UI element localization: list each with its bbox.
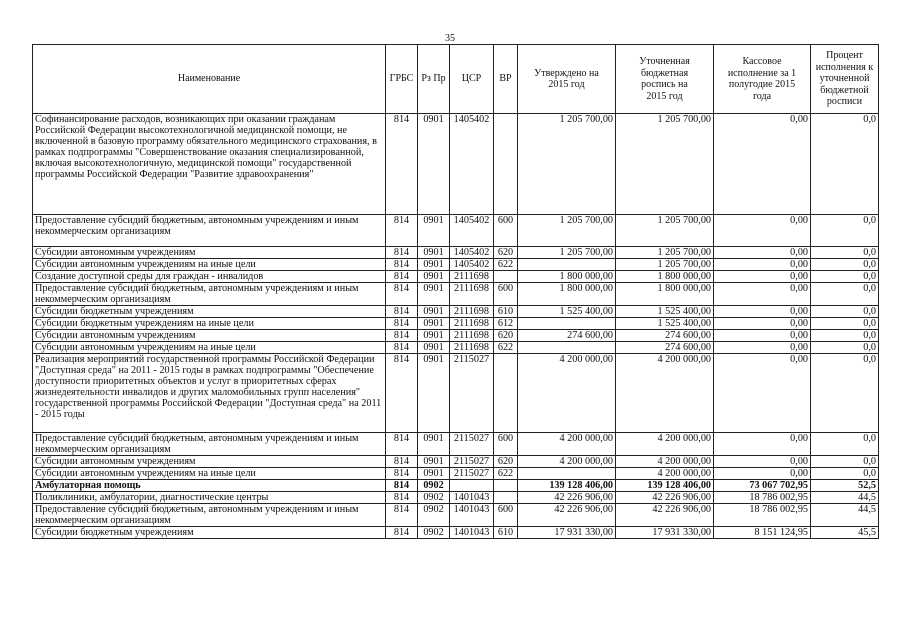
- row-name: Субсидии автономным учреждениям: [33, 330, 386, 342]
- row-approved: 4 200 000,00: [518, 456, 616, 468]
- row-cash: 8 151 124,95: [714, 527, 811, 539]
- row-rzpr: 0901: [418, 283, 450, 306]
- row-grbs: 814: [386, 492, 418, 504]
- row-vr: 622: [494, 259, 518, 271]
- row-refined: 1 525 400,00: [616, 318, 714, 330]
- row-rzpr: 0901: [418, 456, 450, 468]
- row-rzpr: 0901: [418, 306, 450, 318]
- table-row: [33, 271, 879, 283]
- row-cash: 0,00: [714, 433, 811, 456]
- row-approved: 42 226 906,00: [518, 504, 616, 527]
- row-rzpr: 0901: [418, 215, 450, 247]
- header-grbs: ГРБС: [386, 45, 418, 114]
- row-name: Субсидии бюджетным учреждениям: [33, 527, 386, 539]
- row-percent: 0,0: [811, 306, 879, 318]
- row-percent: 0,0: [811, 283, 879, 306]
- row-approved: 42 226 906,00: [518, 492, 616, 504]
- row-csr: 1401043: [450, 504, 494, 527]
- row-refined: 1 525 400,00: [616, 306, 714, 318]
- row-vr: [494, 480, 518, 492]
- table-row: [33, 527, 879, 539]
- row-vr: 620: [494, 456, 518, 468]
- table-row: [33, 342, 879, 354]
- row-grbs: 814: [386, 330, 418, 342]
- row-refined: 1 800 000,00: [616, 283, 714, 306]
- row-refined: 139 128 406,00: [616, 480, 714, 492]
- row-approved: 4 200 000,00: [518, 354, 616, 433]
- row-csr: 2115027: [450, 433, 494, 456]
- row-csr: 1405402: [450, 247, 494, 259]
- row-rzpr: 0901: [418, 468, 450, 480]
- row-refined: 4 200 000,00: [616, 468, 714, 480]
- row-vr: [494, 271, 518, 283]
- table-row: [33, 456, 879, 468]
- row-csr: 2115027: [450, 354, 494, 433]
- header-name: Наименование: [33, 45, 386, 114]
- row-name: Субсидии автономным учреждениям на иные цели: [33, 259, 386, 271]
- row-csr: 1405402: [450, 215, 494, 247]
- row-approved: [518, 468, 616, 480]
- table-row: [33, 492, 879, 504]
- table-row: [33, 318, 879, 330]
- row-approved: 1 800 000,00: [518, 283, 616, 306]
- row-cash: 0,00: [714, 215, 811, 247]
- row-csr: 1401043: [450, 527, 494, 539]
- row-rzpr: 0902: [418, 527, 450, 539]
- header-rzpr: Рз Пр: [418, 45, 450, 114]
- row-percent: 0,0: [811, 247, 879, 259]
- row-name: Амбулаторная помощь: [33, 480, 386, 492]
- row-name: Субсидии бюджетным учреждениям: [33, 306, 386, 318]
- row-name: Субсидии бюджетным учреждениям на иные цели: [33, 318, 386, 330]
- row-rzpr: 0901: [418, 342, 450, 354]
- row-vr: 622: [494, 342, 518, 354]
- row-approved: 1 800 000,00: [518, 271, 616, 283]
- row-cash: 73 067 702,95: [714, 480, 811, 492]
- row-percent: 45,5: [811, 527, 879, 539]
- row-grbs: 814: [386, 527, 418, 539]
- row-cash: 0,00: [714, 468, 811, 480]
- row-percent: 44,5: [811, 492, 879, 504]
- row-csr: 2111698: [450, 318, 494, 330]
- row-csr: 1401043: [450, 492, 494, 504]
- table-row: [33, 480, 879, 492]
- row-refined: 42 226 906,00: [616, 492, 714, 504]
- row-percent: 0,0: [811, 342, 879, 354]
- row-percent: 0,0: [811, 456, 879, 468]
- table-row: [33, 215, 879, 247]
- row-name: Создание доступной среды для граждан - инвалидов: [33, 271, 386, 283]
- row-cash: 0,00: [714, 114, 811, 215]
- table-row: [33, 306, 879, 318]
- row-csr: 2111698: [450, 330, 494, 342]
- row-percent: 44,5: [811, 504, 879, 527]
- row-refined: 1 205 700,00: [616, 114, 714, 215]
- row-vr: 600: [494, 433, 518, 456]
- row-name: Софинансирование расходов, возникающих при оказании гражданам Российской Федерации высокотехнологичной медицинской помощи, не включенной в базовую программу обязательного медицинского страхования, в рамках подпрограммы "Совершенствование оказания специализированной, включая высокотехнологичную, медицинской помощи" государственной программы Российской Федерации "Развитие здравоохранения": [33, 114, 386, 215]
- table-row: [33, 504, 879, 527]
- row-percent: 0,0: [811, 215, 879, 247]
- row-name: Предоставление субсидий бюджетным, автономным учреждениям и иным некоммерческим организациям: [33, 504, 386, 527]
- row-vr: 600: [494, 215, 518, 247]
- row-refined: 1 205 700,00: [616, 247, 714, 259]
- row-vr: [494, 114, 518, 215]
- row-rzpr: 0901: [418, 247, 450, 259]
- row-vr: 620: [494, 330, 518, 342]
- header-refined: Уточненная бюджетная роспись на 2015 год: [616, 45, 714, 114]
- row-vr: [494, 354, 518, 433]
- row-cash: 0,00: [714, 342, 811, 354]
- row-grbs: 814: [386, 114, 418, 215]
- header-vr: ВР: [494, 45, 518, 114]
- row-percent: 0,0: [811, 271, 879, 283]
- row-refined: 1 205 700,00: [616, 259, 714, 271]
- row-grbs: 814: [386, 318, 418, 330]
- row-csr: 2111698: [450, 271, 494, 283]
- table-body: [33, 114, 879, 539]
- row-rzpr: 0901: [418, 318, 450, 330]
- row-percent: 0,0: [811, 468, 879, 480]
- row-grbs: 814: [386, 247, 418, 259]
- row-refined: 4 200 000,00: [616, 354, 714, 433]
- header-approved: Утверждено на 2015 год: [518, 45, 616, 114]
- row-vr: 612: [494, 318, 518, 330]
- table-row: [33, 259, 879, 271]
- row-vr: 620: [494, 247, 518, 259]
- row-vr: 622: [494, 468, 518, 480]
- row-csr: 1405402: [450, 259, 494, 271]
- header-csr: ЦСР: [450, 45, 494, 114]
- row-name: Предоставление субсидий бюджетным, автономным учреждениям и иным некоммерческим организациям: [33, 433, 386, 456]
- row-refined: 1 205 700,00: [616, 215, 714, 247]
- row-vr: 600: [494, 504, 518, 527]
- row-grbs: 814: [386, 271, 418, 283]
- row-grbs: 814: [386, 354, 418, 433]
- row-grbs: 814: [386, 342, 418, 354]
- row-cash: 0,00: [714, 283, 811, 306]
- row-csr: 2111698: [450, 342, 494, 354]
- row-rzpr: 0901: [418, 354, 450, 433]
- row-rzpr: 0901: [418, 271, 450, 283]
- row-refined: 17 931 330,00: [616, 527, 714, 539]
- row-refined: 1 800 000,00: [616, 271, 714, 283]
- row-refined: 274 600,00: [616, 342, 714, 354]
- row-cash: 0,00: [714, 247, 811, 259]
- row-approved: [518, 259, 616, 271]
- row-vr: 610: [494, 527, 518, 539]
- row-vr: [494, 492, 518, 504]
- row-cash: 18 786 002,95: [714, 492, 811, 504]
- row-grbs: 814: [386, 283, 418, 306]
- row-csr: 1405402: [450, 114, 494, 215]
- row-rzpr: 0901: [418, 330, 450, 342]
- row-grbs: 814: [386, 306, 418, 318]
- row-grbs: 814: [386, 468, 418, 480]
- header-cash: Кассовое исполнение за 1 полугодие 2015 года: [714, 45, 811, 114]
- row-rzpr: 0901: [418, 433, 450, 456]
- row-percent: 0,0: [811, 318, 879, 330]
- row-name: Субсидии автономным учреждениям: [33, 456, 386, 468]
- row-approved: 1 205 700,00: [518, 247, 616, 259]
- header-percent: Процент исполнения к уточненной бюджетной росписи: [811, 45, 879, 114]
- row-grbs: 814: [386, 433, 418, 456]
- row-refined: 4 200 000,00: [616, 456, 714, 468]
- table-row: [33, 247, 879, 259]
- row-grbs: 814: [386, 259, 418, 271]
- row-approved: 274 600,00: [518, 330, 616, 342]
- row-cash: 0,00: [714, 354, 811, 433]
- table-row: [33, 330, 879, 342]
- row-cash: 0,00: [714, 330, 811, 342]
- table-row: [33, 114, 879, 215]
- row-approved: 1 205 700,00: [518, 215, 616, 247]
- table-row: [33, 468, 879, 480]
- row-name: Субсидии автономным учреждениям: [33, 247, 386, 259]
- row-vr: 610: [494, 306, 518, 318]
- row-rzpr: 0902: [418, 504, 450, 527]
- row-cash: 18 786 002,95: [714, 504, 811, 527]
- row-cash: 0,00: [714, 259, 811, 271]
- table-row: [33, 283, 879, 306]
- row-approved: [518, 342, 616, 354]
- row-name: Поликлиники, амбулатории, диагностические центры: [33, 492, 386, 504]
- row-percent: 0,0: [811, 354, 879, 433]
- row-refined: 42 226 906,00: [616, 504, 714, 527]
- row-percent: 0,0: [811, 114, 879, 215]
- table-row: [33, 433, 879, 456]
- budget-execution-table: [32, 44, 879, 539]
- row-name: Предоставление субсидий бюджетным, автономным учреждениям и иным некоммерческим организациям: [33, 215, 386, 247]
- row-csr: 2115027: [450, 456, 494, 468]
- page-number: 35: [445, 33, 455, 44]
- row-grbs: 814: [386, 504, 418, 527]
- row-csr: 2115027: [450, 468, 494, 480]
- row-approved: 4 200 000,00: [518, 433, 616, 456]
- row-rzpr: 0902: [418, 480, 450, 492]
- table-row: [33, 354, 879, 433]
- row-grbs: 814: [386, 215, 418, 247]
- row-cash: 0,00: [714, 318, 811, 330]
- row-percent: 52,5: [811, 480, 879, 492]
- row-csr: [450, 480, 494, 492]
- row-approved: 17 931 330,00: [518, 527, 616, 539]
- row-rzpr: 0901: [418, 114, 450, 215]
- table-header-row: [33, 45, 879, 114]
- row-rzpr: 0902: [418, 492, 450, 504]
- row-grbs: 814: [386, 480, 418, 492]
- row-refined: 274 600,00: [616, 330, 714, 342]
- row-name: Субсидии автономным учреждениям на иные цели: [33, 468, 386, 480]
- row-refined: 4 200 000,00: [616, 433, 714, 456]
- row-name: Субсидии автономным учреждениям на иные цели: [33, 342, 386, 354]
- row-approved: 1 525 400,00: [518, 306, 616, 318]
- row-cash: 0,00: [714, 456, 811, 468]
- row-approved: [518, 318, 616, 330]
- row-csr: 2111698: [450, 306, 494, 318]
- row-rzpr: 0901: [418, 259, 450, 271]
- row-csr: 2111698: [450, 283, 494, 306]
- row-vr: 600: [494, 283, 518, 306]
- row-percent: 0,0: [811, 330, 879, 342]
- row-percent: 0,0: [811, 259, 879, 271]
- row-cash: 0,00: [714, 306, 811, 318]
- row-percent: 0,0: [811, 433, 879, 456]
- row-approved: 139 128 406,00: [518, 480, 616, 492]
- row-name: Предоставление субсидий бюджетным, автономным учреждениям и иным некоммерческим организациям: [33, 283, 386, 306]
- row-name: Реализация мероприятий государственной программы Российской Федерации "Доступная среда" на 2011 - 2015 годы в рамках подпрограммы "Обеспечение доступности приоритетных объектов и услуг в приоритетных сферах жизнедеятельности инвалидов и других маломобильных групп населения" государственной программы Российской Федерации "Доступная среда" на 2011 - 2015 годы: [33, 354, 386, 433]
- row-cash: 0,00: [714, 271, 811, 283]
- row-approved: 1 205 700,00: [518, 114, 616, 215]
- row-grbs: 814: [386, 456, 418, 468]
